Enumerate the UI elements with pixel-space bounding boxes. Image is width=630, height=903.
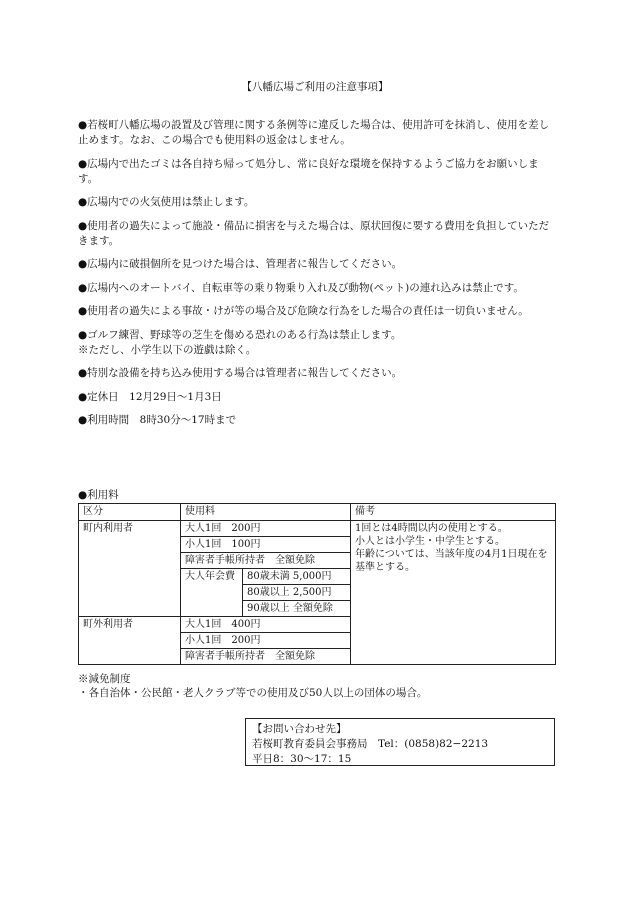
note-text: ●広場内で出たゴミは各自持ち帰って処分し、常に良好な環境を保持するようご協力をお願いします。 [78,157,539,185]
notes-list [78,118,556,437]
exemption-item: ・各自治体・公民館・老人クラブ等での使用及び50人以上の団体の場合。 [78,687,428,699]
exemption-section [78,672,556,700]
header-category: 区分 [79,504,181,521]
remarks-cell [351,521,556,665]
note-item [78,366,556,381]
annual-fee-label: 大人年会費 [181,569,243,617]
fee-cell: 80歳以上 2,500円 [243,585,351,601]
fee-cell: 80歳未満 5,000円 [243,569,351,585]
note-item [78,157,556,187]
note-text: ●広場内に破損個所を見つけた場合は、管理者に報告してください。 [78,258,403,270]
fee-cell: 90歳以上 全額免除 [243,601,351,617]
fee-cell: 障害者手帳所持者 全額免除 [181,649,351,665]
opening-hours [78,413,556,428]
header-remarks: 備考 [351,504,556,521]
note-item [78,304,556,319]
fee-cell: 大人1回 200円 [181,521,351,537]
note-item [78,195,556,210]
outside-user-cell: 町外利用者 [79,617,181,665]
note-text: ●利用時間 8時30分〜17時まで [78,414,237,426]
note-text: ●広場内での火気使用は禁止します。 [78,196,255,208]
note-item [78,281,556,296]
header-fee: 使用料 [181,504,351,521]
note-item [78,257,556,272]
contact-org-phone: 若桜町教育委員会事務局 Tel：(0858)82−2213 [252,738,489,750]
fee-cell: 大人1回 400円 [181,617,351,633]
note-text: ●若桜町八幡広場の設置及び管理に関する条例等に違反した場合は、使用許可を抹消し、使用を差し止めます。なお、この場合でも使用料の返金はしません。 [78,119,550,146]
contact-box [245,718,555,766]
note-exception-text: ※ただし、小学生以下の遊戯は除く。 [78,343,257,356]
note-text: ●特別な設備を持ち込み使用する場合は管理者に報告してください。 [78,367,403,379]
fee-section-label: ●利用料 [78,489,119,501]
note-text: ●広場内へのオートバイ、自転車等の乗り物乗り入れ及び動物(ペット)の連れ込みは禁止です。 [78,281,524,294]
note-text: ●使用者の過失によって施設・備品に損害を与えた場合は、原状回復に要する費用を負担していただきます。 [78,219,550,247]
remark-line: 1回とは4時間以内の使用とする。 [355,523,508,534]
contact-hours: 平日8：30〜17：15 [252,753,352,765]
fee-table-header-row [79,504,556,521]
table-row [79,521,556,537]
remark-line: 小人とは小学生・中学生とする。 [355,536,505,547]
note-text: ●使用者の過失による事故・けが等の場合及び危険な行為をした場合の責任は一切負いません。 [78,305,529,317]
contact-heading: 【お問い合わせ先】 [252,723,347,735]
closed-days [78,390,556,405]
note-text: ●定休日 12月29日〜1月3日 [78,390,222,403]
fee-cell: 障害者手帳所持者 全額免除 [181,553,351,569]
document-title: 【八幡広場ご利用の注意事項】 [241,81,389,93]
fee-table [78,503,556,665]
fee-cell: 小人1回 100円 [181,537,351,553]
town-user-cell: 町内利用者 [79,521,181,617]
note-item [78,328,556,358]
note-item [78,118,556,148]
fee-cell: 小人1回 200円 [181,633,351,649]
note-item [78,219,556,249]
exemption-heading: ※減免制度 [78,673,131,685]
remark-line: 年齢については、当該年度の4月1日現在を基準とする。 [355,549,548,573]
note-text: ●ゴルフ練習、野球等の芝生を傷める恐れのある行為は禁止します。 [78,328,402,341]
